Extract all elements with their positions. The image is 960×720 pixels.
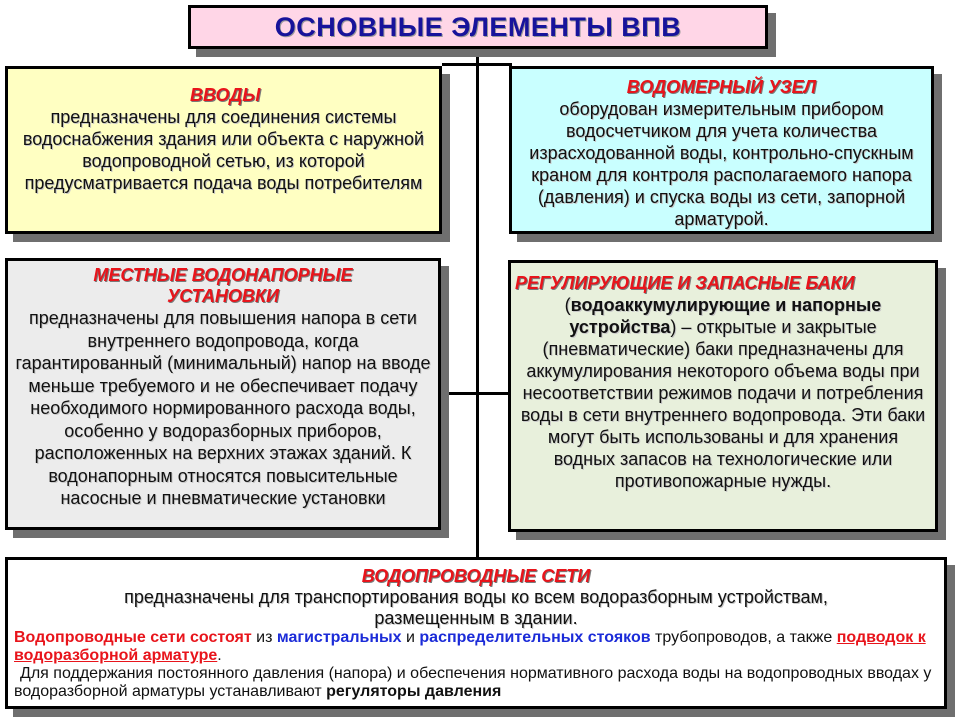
vodomer-box bbox=[509, 66, 934, 234]
vodomer-heading: ВОДОМЕРНЫЙ УЗЕЛ bbox=[626, 77, 817, 97]
vvody-text: предназначены для соединения системы водоснабжения здания или объекта с наружной водопроводной сетью, из которой предусматривается подача воды потребителям bbox=[22, 107, 425, 193]
baki-dash: ) – bbox=[670, 317, 692, 337]
seti-box bbox=[5, 557, 947, 709]
seti-red-3: подводок к водоразборной арматуре bbox=[14, 629, 926, 664]
seti-paragraph-2 bbox=[14, 629, 938, 665]
connector-trunk bbox=[476, 50, 479, 560]
mestnye-box bbox=[5, 258, 441, 530]
seti-p2-t1: из bbox=[256, 629, 273, 646]
baki-bold-part: водоаккумулирующие и напорные устройства bbox=[569, 295, 882, 337]
page-title: ОСНОВНЫЕ ЭЛЕМЕНТЫ ВПВ bbox=[274, 12, 682, 42]
baki-heading: РЕГУЛИРУЮЩИЕ И ЗАПАСНЫЕ БАКИ bbox=[515, 273, 855, 293]
seti-heading: ВОДОПРОВОДНЫЕ СЕТИ bbox=[361, 566, 591, 586]
seti-p3-text: Для поддержания постоянного давления (напора) и обеспечения нормативного расхода воды на водопроводных вводах у водоразборной арматуры устанавливают bbox=[14, 665, 932, 700]
seti-p3-bold: регуляторы давления bbox=[326, 683, 502, 700]
vvody-heading: ВВОДЫ bbox=[190, 85, 261, 105]
connector-top-row bbox=[442, 63, 512, 66]
seti-blue-2: распределительных стояков bbox=[419, 629, 651, 646]
seti-p2-t2: и bbox=[406, 629, 415, 646]
seti-red-1: Водопроводные сети bbox=[14, 629, 186, 646]
baki-box bbox=[508, 260, 938, 532]
seti-paragraph-3 bbox=[14, 665, 938, 701]
seti-text: предназначены для транспортирования воды ко всем водоразборным устройствам, размещенным в здании. bbox=[124, 587, 828, 628]
baki-text-block bbox=[515, 294, 931, 492]
seti-p2-t3: трубопроводов, а также bbox=[655, 629, 833, 646]
baki-text: открытые и закрытые (пневматические) баки предназначены для аккумулирования некоторого объема воды при несоответствии режимов подачи и потребления воды в сети внутреннего водопровода. Эти баки могут быть использованы и для хранения водных запасов на технологические или противопожарные нужды. bbox=[520, 317, 926, 491]
seti-p2-end: . bbox=[217, 647, 222, 664]
baki-paren-open: ( bbox=[564, 295, 571, 315]
vvody-box bbox=[5, 66, 442, 234]
vodomer-text: оборудован измерительным прибором водосчетчиком для учета количества израсходованной воды, контрольно-спускным краном для контроля располагаемого напора (давления) и спуска воды из сети, запорной арматурой. bbox=[529, 99, 914, 229]
title-box bbox=[188, 5, 768, 49]
mestnye-text: предназначены для повышения напора в сети внутреннего водопровода, когда гарантированный (минимальный) напор на вводе меньше требуемого и не обеспечивает подачу необходимого нормированного расхода воды, особенно у водоразборных приборов, расположенных на верхних этажах зданий. К водонапорным относятся повысительные насосные и пневматические установки bbox=[15, 308, 431, 508]
mestnye-heading-line1: МЕСТНЫЕ ВОДОНАПОРНЫЕ bbox=[93, 265, 353, 285]
seti-blue-1: магистральных bbox=[276, 629, 402, 646]
seti-red-2: состоят bbox=[189, 629, 252, 646]
mestnye-heading-line2: УСТАНОВКИ bbox=[167, 286, 279, 306]
connector-middle-row bbox=[441, 392, 509, 395]
